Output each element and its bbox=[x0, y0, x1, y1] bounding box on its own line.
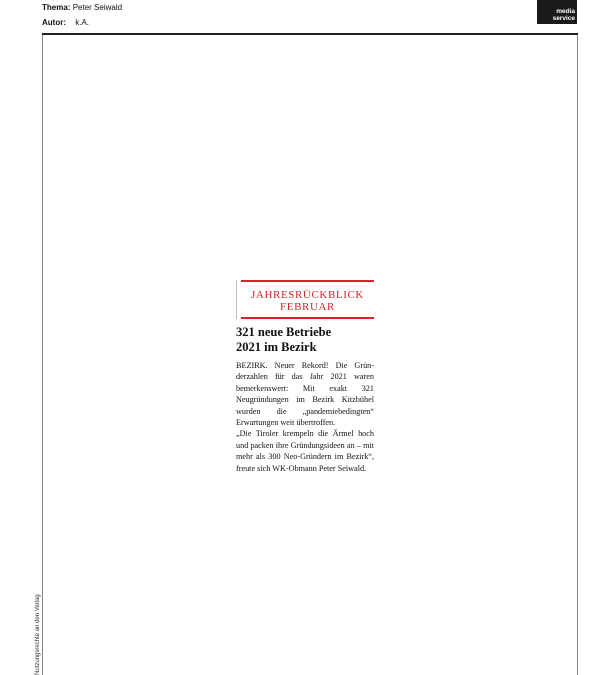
thema-label: Thema: bbox=[42, 3, 71, 12]
article-clipping bbox=[236, 280, 374, 474]
thema-line bbox=[42, 3, 122, 13]
logo-line-1: media bbox=[556, 8, 575, 15]
autor-value: k.A. bbox=[75, 18, 90, 27]
autor-label: Autor: bbox=[42, 18, 66, 27]
header-rule bbox=[42, 33, 578, 35]
kicker-line-2: FEBRUAR bbox=[280, 301, 335, 313]
autor-line bbox=[42, 18, 89, 28]
logo-line-2: service bbox=[552, 15, 575, 22]
kicker-box bbox=[236, 280, 374, 319]
headline-line-1: 321 neue Betriebe bbox=[236, 325, 332, 339]
article-headline bbox=[236, 325, 374, 355]
media-service-logo bbox=[537, 0, 577, 24]
frame-left-border bbox=[42, 35, 43, 675]
article-paragraph-2: „Die Tiroler krempeln die Ärmel hoch und packen ihre Gründungsideen an – mit mehr als 300 Neo-Gründern im Bezirk“, freute sich WK-Obmann Peter Seiwald. bbox=[236, 429, 374, 473]
kicker-line-1: JAHRESRÜCKBLICK bbox=[251, 289, 364, 301]
frame-right-border bbox=[577, 35, 578, 675]
headline-line-2: 2021 im Bezirk bbox=[236, 340, 317, 354]
kicker-frame bbox=[241, 280, 374, 319]
article-body bbox=[236, 360, 374, 474]
article-paragraph-1: BEZIRK. Neuer Rekord! Die Gründerzahlen für das Jahr 2021 waren bemerkenswert: Mit exakt 321 Neugründungen im Bezirk Kitzbühel wurden die „pandemiebedingten“ Erwartungen weit übertroffen. bbox=[236, 361, 374, 428]
thema-value: Peter Seiwald bbox=[72, 3, 123, 12]
usage-rights-note: Nutzungsrechte an den Verlag bbox=[35, 594, 41, 675]
